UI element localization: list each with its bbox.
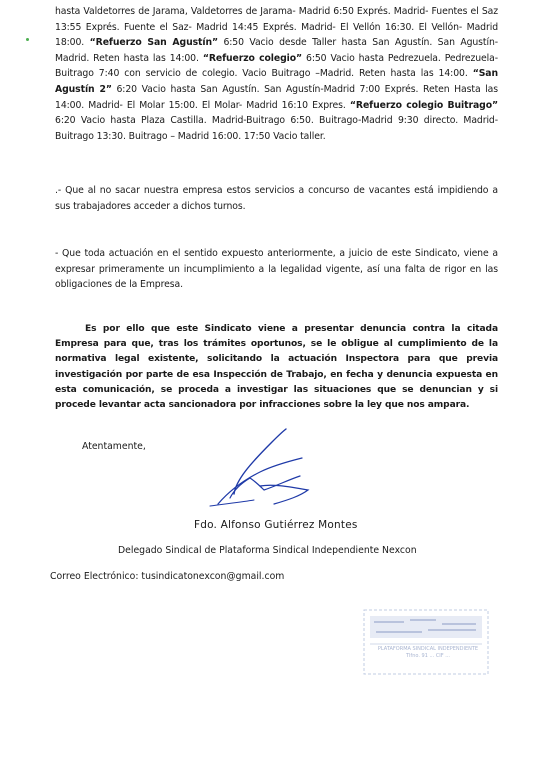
union-stamp (360, 608, 492, 676)
signer-name: Fdo. Alfonso Gutiérrez Montes (194, 519, 358, 531)
stamp-line: PLATAFORMA SINDICAL INDEPENDIENTE (377, 646, 479, 652)
stamp-line: Tlfno. 91 ... CIF ... (405, 653, 451, 659)
contact-email: Correo Electrónico: tusindicatonexcon@gmail.com (50, 571, 285, 582)
closing-text: Atentamente, (82, 441, 146, 452)
handwritten-signature (190, 420, 330, 520)
route-heading: “Refuerzo colegio” (202, 52, 303, 64)
route-text: 6:50 Vacio hasta Pedrezuela. Pedrezuela- Buitrago 7:40 con servicio de colegio. Vacio Buitrago –Madrid. Reten hasta las 14:00. (55, 52, 498, 80)
route-text: 6:20 Vacio hasta Plaza Castilla. Madrid-Buitrago 6:50. Buitrago-Madrid 9:30 directo. Madrid- Buitrago 13:30. Buitrago – Madrid 16:00. 17:50 Vacio taller. (55, 115, 498, 142)
route-heading: “Refuerzo colegio Buitrago” (349, 99, 499, 111)
route-text: hasta Valdetorres de Jarama, Valdetorres de Jarama- Madrid 6:50 Exprés. Madrid- Fuentes el Saz 13:55 Exprés. Fuente el Saz- Madrid 14:45 Exprés. Madrid- El Vellón 16:30. El Vellón- Madrid 18:00. (55, 6, 498, 49)
stamp-text (366, 646, 490, 660)
vacancies-paragraph: .- Que al no sacar nuestra empresa estos servicios a concurso de vacantes está impidiendo a sus trabajadores acceder a dichos turnos. (55, 185, 498, 212)
route-heading: “Refuerzo San Agustín” (89, 37, 218, 49)
route-heading: “San Agustín 2” (55, 68, 498, 95)
routes-paragraph (55, 4, 498, 144)
route-text: 6:20 Vacio hasta San Agustín. San Agustín-Madrid 7:00 Exprés. Reten Hasta las 14:00. Madrid- El Molar 15:00. El Molar- Madrid 16:10 Expres. (55, 83, 498, 111)
signer-role: Delegado Sindical de Plataforma Sindical Independiente Nexcon (118, 545, 417, 556)
margin-mark (26, 38, 29, 41)
legality-paragraph: - Que toda actuación en el sentido expuesto anteriormente, a juicio de este Sindicato, viene a expresar primeramente un incumplimiento a la legalidad vigente, así una falta de rigor en las obligaciones de la Empresa. (55, 248, 498, 291)
complaint-paragraph: Es por ello que este Sindicato viene a presentar denuncia contra la citada Empresa para que, tras los trámites oportunos, se le obligue al cumplimiento de la normativa legal existente, solicitando la actuación Inspectora para que previa investigación por parte de esa Inspección de Trabajo, en fecha y denuncia expuesta en esta comunicación, se proceda a investigar las situaciones que se denuncian y si procede levantar acta sancionadora por infracciones sobre la ley que nos ampara. (55, 324, 498, 411)
route-text: 6:50 Vacio desde Taller hasta San Agustín. San Agustín-Madrid. Reten hasta las 14:00. (55, 37, 498, 64)
